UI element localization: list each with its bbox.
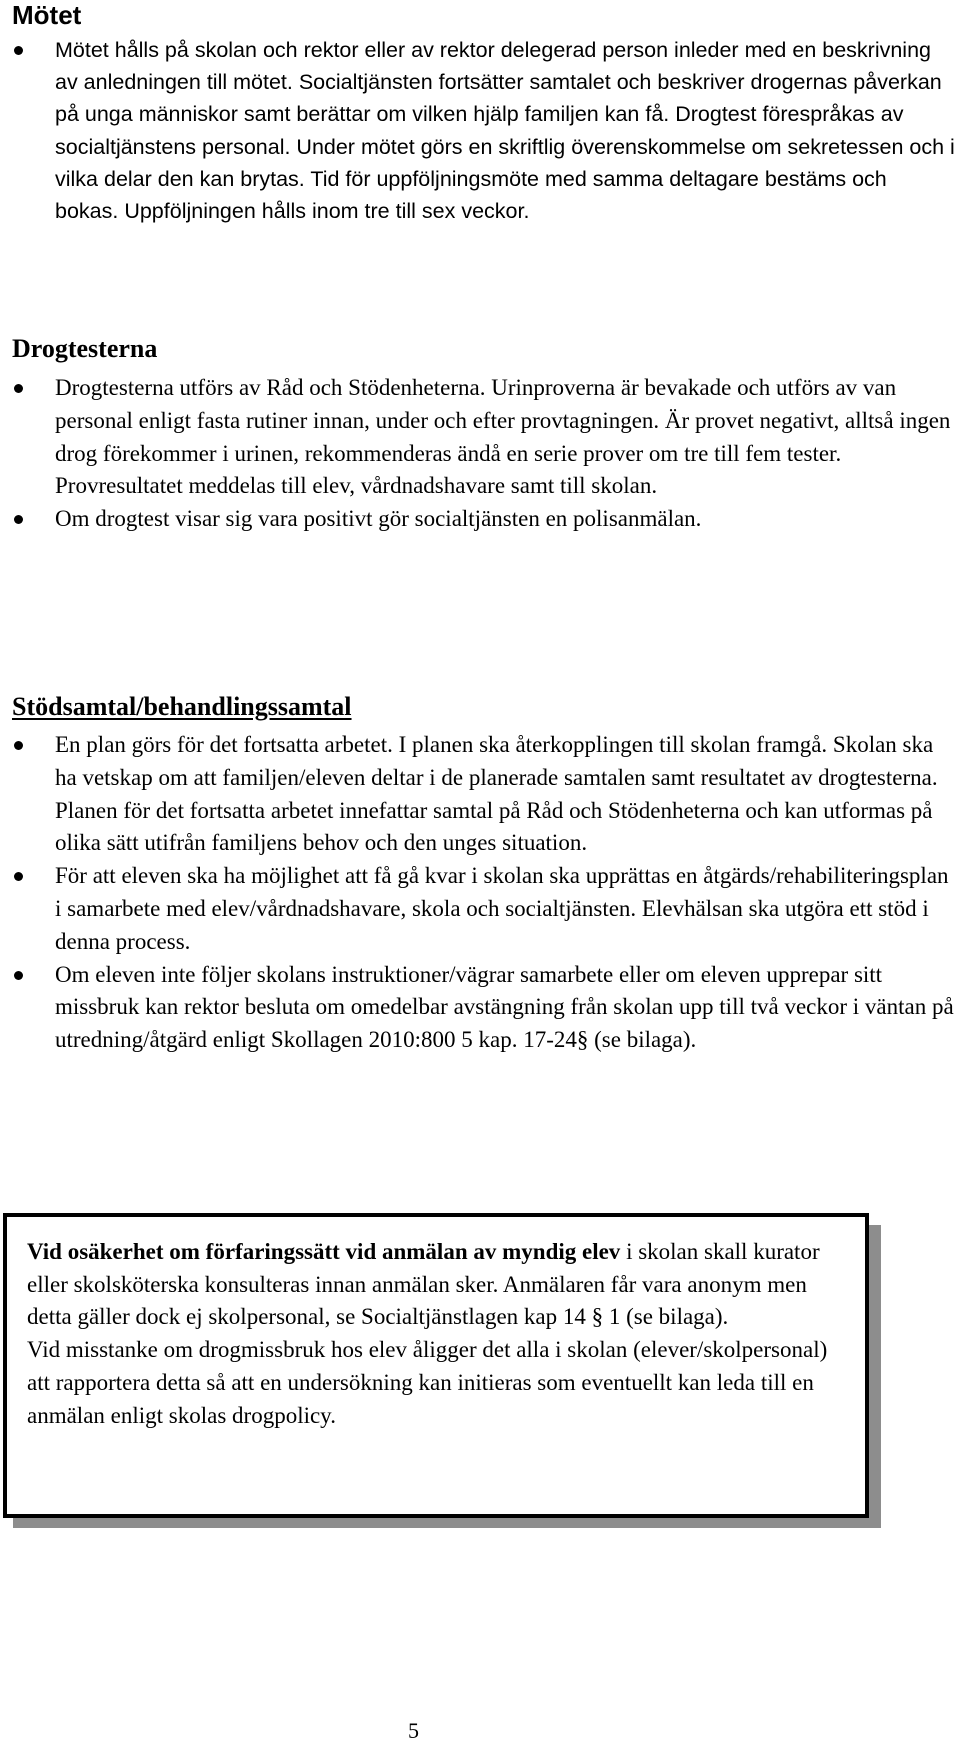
notice-lead-rest: i skolan skall kurator eller skolsköterska konsulteras innan anmälan sker. Anmälaren får vara anonym men detta gäller dock ej skolpersonal, se Socialtjänstlagen kap 14 § 1 (se bilaga). — [27, 1239, 820, 1330]
bullet-icon — [14, 741, 23, 750]
list-item-text: Drogtesterna utförs av Råd och Stödenheterna. Urinproverna är bevakade och utförs av van personal enligt fasta rutiner innan, under och efter provtagningen. Är provet negativt, alltså ingen drog förekommer i urinen, rekommenderas ändå en serie prover om tre till fem tester. Provresultatet meddelas till elev, vårdnadshavare samt till skolan. — [55, 375, 951, 499]
list-item — [12, 959, 956, 1057]
list-item — [12, 860, 956, 958]
notice-box — [3, 1213, 869, 1518]
heading-motet: Mötet — [12, 0, 82, 30]
list-item — [12, 503, 956, 536]
heading-drogtesterna: Drogtesterna — [12, 334, 158, 363]
notice-paragraph-1 — [27, 1236, 847, 1334]
bullet-icon — [14, 872, 23, 881]
list-item — [12, 372, 956, 503]
list-drogtesterna — [12, 372, 956, 536]
list-item-text: Om drogtest visar sig vara positivt gör socialtjänsten en polisanmälan. — [55, 506, 702, 532]
bullet-icon — [14, 384, 23, 393]
page-number: 5 — [408, 1718, 419, 1743]
list-motet — [12, 34, 956, 227]
notice-lead: Vid osäkerhet om förfaringssätt vid anmälan av myndig elev — [27, 1239, 621, 1264]
list-item — [12, 34, 956, 227]
bullet-icon — [14, 971, 23, 980]
list-item-text: Mötet hålls på skolan och rektor eller av rektor delegerad person inleder med en beskrivning av anledningen till mötet. Socialtjänsten fortsätter samtalet och beskriver drogernas påverkan på unga människor samt berättar om vilken hjälp familjen kan få. Drogtest förespråkas av socialtjänstens personal. Under mötet görs en skriftlig överenskommelse om sekretessen och i vilka delar den kan brytas. Tid för uppföljningsmöte med samma deltagare bestäms och bokas. Uppföljningen hålls inom tre till sex veckor. — [55, 38, 955, 224]
bullet-icon — [14, 46, 23, 55]
bullet-icon — [14, 515, 23, 524]
list-item-text: För att eleven ska ha möjlighet att få gå kvar i skolan ska upprättas en åtgärds/rehabiliteringsplan i samarbete med elev/vårdnadshavare, skola och socialtjänsten. Elevhälsan ska utgöra ett stöd i denna process. — [55, 863, 949, 954]
heading-stodsamtal: Stödsamtal/behandlingssamtal — [12, 692, 352, 721]
list-stodsamtal — [12, 729, 956, 1057]
list-item — [12, 729, 956, 860]
list-item-text: En plan görs för det fortsatta arbetet. I planen ska återkopplingen till skolan framgå. Skolan ska ha vetskap om att familjen/eleven deltar i de planerade samtalen samt resultatet av drogtesterna. Planen för det fortsatta arbetet innefattar samtal på Råd och Stödenheterna och kan utformas på olika sätt utifrån familjens behov och den unges situation. — [55, 732, 938, 856]
notice-paragraph-2: Vid misstanke om drogmissbruk hos elev åligger det alla i skolan (elever/skolpersonal) att rapportera detta så att en undersökning kan initieras som eventuellt kan leda till en anmälan enligt skolas drogpolicy. — [27, 1337, 828, 1428]
list-item-text: Om eleven inte följer skolans instruktioner/vägrar samarbete eller om eleven upprepar sitt missbruk kan rektor besluta om omedelbar avstängning från skolan upp till två veckor i väntan på utredning/åtgärd enligt Skollagen 2010:800 5 kap. 17-24§ (se bilaga). — [55, 961, 954, 1053]
